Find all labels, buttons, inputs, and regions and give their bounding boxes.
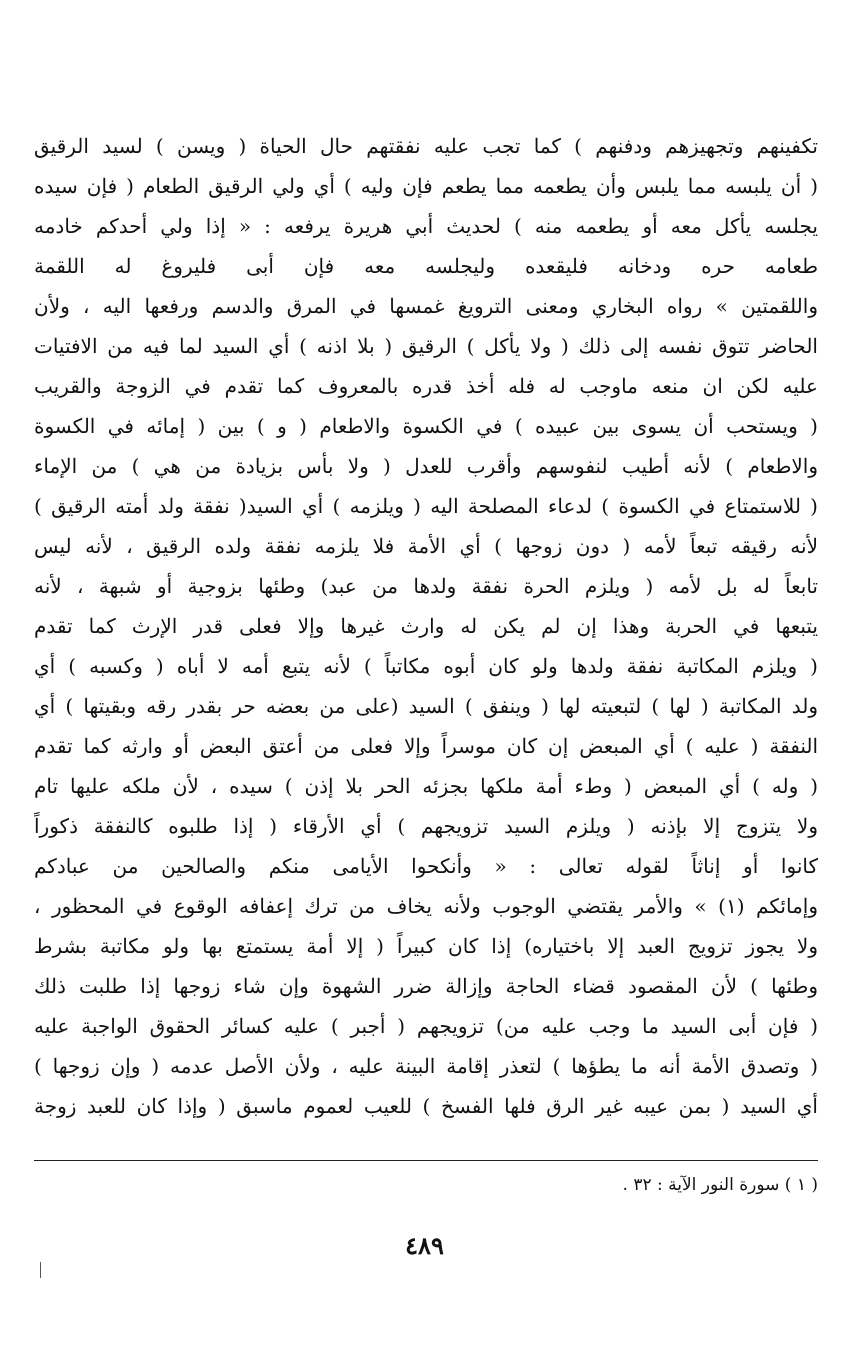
text-line: وطئها ) لأن المقصود قضاء الحاجة وإزالة ضرر الشهوة وإن شاء زوجها إذا طلبت ذلك <box>34 974 818 998</box>
text-line: ولا يجوز تزويج العبد إلا باختياره) إذا كان كبيراً ( إلا أمة يستمتع بها ولو مكاتبة بشرط <box>34 934 818 958</box>
text-line: يتبعها في الحربة وهذا إن لم يكن له وارث غيرها وإلا فعلى قدر الإرث كما تقدم <box>34 614 818 638</box>
page-number: ٤٨٩ <box>405 1231 444 1260</box>
footnote: ( ١ ) سورة النور الآية : ٣٢ . <box>622 1175 818 1195</box>
footnote-divider <box>34 1160 818 1161</box>
text-line: طعامه حره ودخانه فليقعده وليجلسه معه فإن أبى فليروغ له اللقمة <box>34 254 818 278</box>
text-line: ( للاستمتاع في الكسوة ) لدعاء المصلحة اليه ( ويلزمه ) أي السيد( نفقة ولد أمته الرقيق ) <box>34 494 818 518</box>
text-line: يجلسه يأكل معه أو يطعمه منه ) لحديث أبي هريرة يرفعه : « إذا ولي أحدكم خادمه <box>34 214 818 238</box>
main-text-block <box>34 126 818 1126</box>
text-line: ( ويلزم المكاتبة نفقة ولدها ولو كان أبوه مكاتباً ) لأنه يتبع أمه لا أباه ( وكسبه ) أي <box>34 654 818 678</box>
text-line: كانوا أو إناثاً لقوله تعالى : « وأنكحوا الأيامى منكم والصالحين من عبادكم <box>34 854 818 878</box>
text-line: الحاضر تتوق نفسه إلى ذلك ( ولا يأكل ) الرقيق ( بلا اذنه ) أي السيد لما فيه من الافتيات <box>34 334 818 358</box>
text-line: ولد المكاتبة ( لها ) لتبعيته لها ( وينفق ) السيد (على من بعضه حر بقدر رقه وبقيتها ) أي <box>34 694 818 718</box>
text-line: وإمائكم (١) » والأمر يقتضي الوجوب ولأنه يخاف من ترك إعفافه الوقوع في المحظور ، <box>34 894 818 918</box>
text-line: ( ويستحب أن يسوى بين عبيده ) في الكسوة والاطعام ( و ) بين ( إمائه في الكسوة <box>34 414 818 438</box>
text-line: النفقة ( عليه ) أي المبعض إن كان موسراً وإلا فعلى من أعتق البعض أو وارثه كما تقدم <box>34 734 818 758</box>
scan-edge-mark <box>40 1262 41 1278</box>
text-line: ( وله ) أي المبعض ( وطء أمة ملكها بجزئه الحر بلا إذن ) سيده ، لأن ملكه عليها تام <box>34 774 818 798</box>
text-line: والاطعام ) لأنه أطيب لنفوسهم وأقرب للعدل ( ولا بأس بزيادة من هي ) من الإماء <box>34 454 818 478</box>
text-line: عليه لكن ان منعه ماوجب له فله أخذ قدره بالمعروف كما تقدم في الزوجة والقريب <box>34 374 818 398</box>
text-line: تابعاً له بل لأمه ( ويلزم الحرة نفقة ولدها من عبد) وطئها بزوجية أو شبهة ، لأنه <box>34 574 818 598</box>
text-line: ( وتصدق الأمة أنه ما يطؤها ) لتعذر إقامة البينة عليه ، ولأن الأصل عدمه ( وإن زوجها ) <box>34 1054 818 1078</box>
text-line: ( أن يلبسه مما يلبس وأن يطعمه مما يطعم فإن وليه ) أي ولي الرقيق الطعام ( فإن سيده <box>34 174 818 198</box>
text-line: تكفينهم وتجهيزهم ودفنهم ) كما تجب عليه نفقتهم حال الحياة ( ويسن ) لسيد الرقيق <box>34 134 818 158</box>
text-line: لأنه رقيقه تبعاً لأمه ( دون زوجها ) أي الأمة فلا يلزمه نفقة ولده الرقيق ، لأنه ليس <box>34 534 818 558</box>
text-line: واللقمتين » رواه البخاري ومعنى الترويغ غمسها في المرق والدسم ورفعها اليه ، ولأن <box>34 294 818 318</box>
text-line: أي السيد ( بمن عيبه غير الرق فلها الفسخ ) للعيب لعموم ماسبق ( وإذا كان للعبد زوجة <box>34 1094 818 1118</box>
text-line: ولا يتزوج إلا بإذنه ( ويلزم السيد تزويجهم ) أي الأرقاء ( إذا طلبوه كالنفقة ذكوراً <box>34 814 818 838</box>
text-line: ( فإن أبى السيد ما وجب عليه من) تزويجهم ( أجبر ) عليه كسائر الحقوق الواجبة عليه <box>34 1014 818 1038</box>
